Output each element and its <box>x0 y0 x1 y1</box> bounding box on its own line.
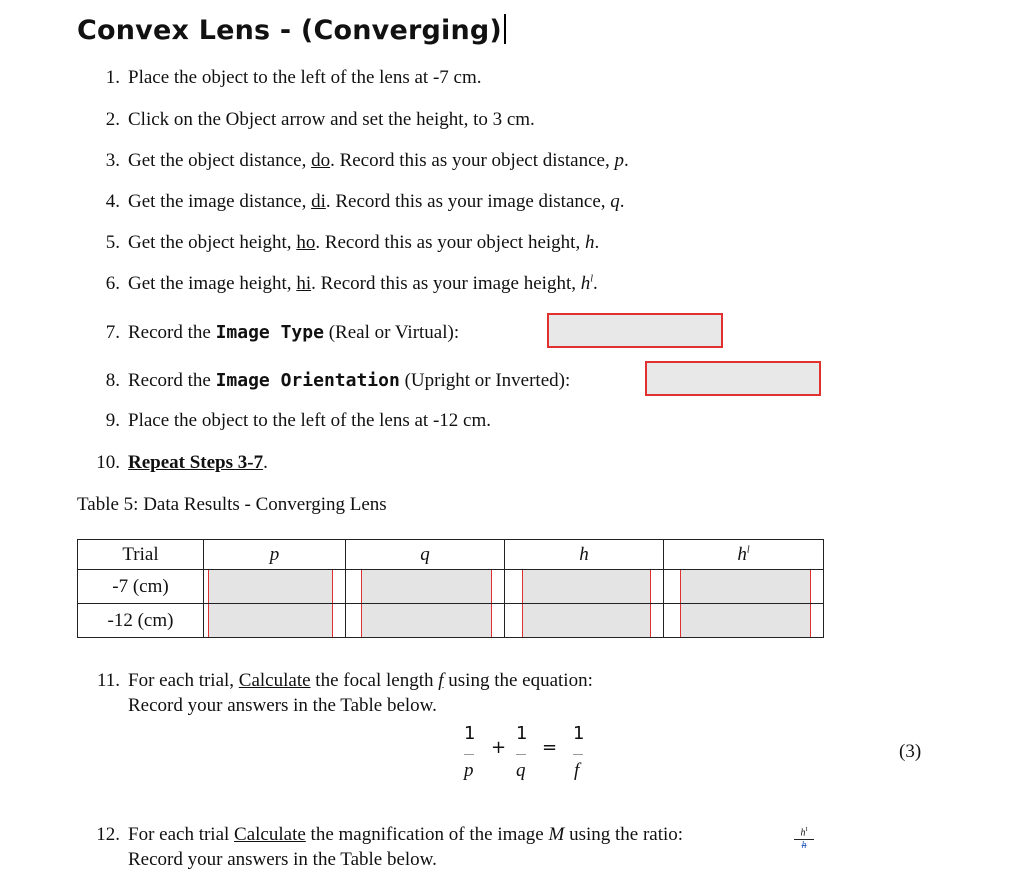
header-q: q <box>346 540 505 570</box>
image-type-input[interactable] <box>547 313 723 348</box>
eq-one-q: 1 <box>516 723 528 744</box>
trial-label: -7 (cm) <box>78 570 204 604</box>
page-title: Convex Lens - (Converging) <box>77 14 506 46</box>
image-orientation-input[interactable] <box>645 361 821 396</box>
cell-p-2[interactable] <box>204 604 346 638</box>
step-5: 5. Get the object height, ho. Record this as your object height, h. <box>105 232 600 253</box>
table-row <box>78 604 824 638</box>
step-6: 6. Get the image height, hi. Record this as your image height, $h^l$. <box>105 273 598 294</box>
step-10: 10. Repeat Steps 3-7. <box>96 452 268 473</box>
frac-bar <box>573 754 583 755</box>
magnification-ratio: $h^t$ h <box>792 824 816 850</box>
step-9: 9. Place the object to the left of the lens at -12 cm. <box>105 410 491 431</box>
cell-h-2[interactable] <box>505 604 664 638</box>
data-table <box>77 539 824 638</box>
step-12: 12. For each trial Calculate the magnification of the image M using the ratio: <box>96 824 684 845</box>
step-11: 11. For each trial, Calculate the focal length f using the equation: <box>96 670 593 691</box>
header-p: p <box>204 540 346 570</box>
cell-h-prime-1[interactable] <box>664 570 824 604</box>
step-2: 2. Click on the Object arrow and set the height, to 3 cm. <box>105 109 535 130</box>
step-12-line2: Record your answers in the Table below. <box>128 849 437 870</box>
header-h-prime: $h^l$ <box>664 540 824 570</box>
frac-bar <box>464 754 474 755</box>
table-row <box>78 570 824 604</box>
header-trial: Trial <box>78 540 204 570</box>
step-11-line2: Record your answers in the Table below. <box>128 695 437 716</box>
eq-f: f <box>574 760 580 781</box>
eq-one-f: 1 <box>573 723 585 744</box>
cell-h-prime-2[interactable] <box>664 604 824 638</box>
step-4: 4. Get the image distance, di. Record this as your image distance, q. <box>105 191 625 212</box>
table-caption: Table 5: Data Results - Converging Lens <box>77 494 387 515</box>
header-h: h <box>505 540 664 570</box>
frac-bar <box>516 754 526 755</box>
cell-h-1[interactable] <box>505 570 664 604</box>
step-7: 7. Record the Image Type (Real or Virtual): <box>105 322 460 343</box>
step-1: 1. Place the object to the left of the lens at -7 cm. <box>105 67 482 88</box>
cell-p-1[interactable] <box>204 570 346 604</box>
eq-equals: = <box>542 737 558 758</box>
step-3: 3. Get the object distance, do. Record this as your object distance, p. <box>105 150 629 171</box>
eq-q: q <box>516 760 526 781</box>
step-8: 8. Record the Image Orientation (Upright or Inverted): <box>105 370 571 391</box>
eq-plus: + <box>491 737 507 758</box>
eq-p: p <box>464 760 474 781</box>
trial-label: -12 (cm) <box>78 604 204 638</box>
table-header-row <box>78 540 824 570</box>
text-cursor <box>504 14 506 44</box>
eq-one-p: 1 <box>464 723 476 744</box>
cell-q-2[interactable] <box>346 604 505 638</box>
cell-q-1[interactable] <box>346 570 505 604</box>
equation-number: (3) <box>899 741 922 762</box>
